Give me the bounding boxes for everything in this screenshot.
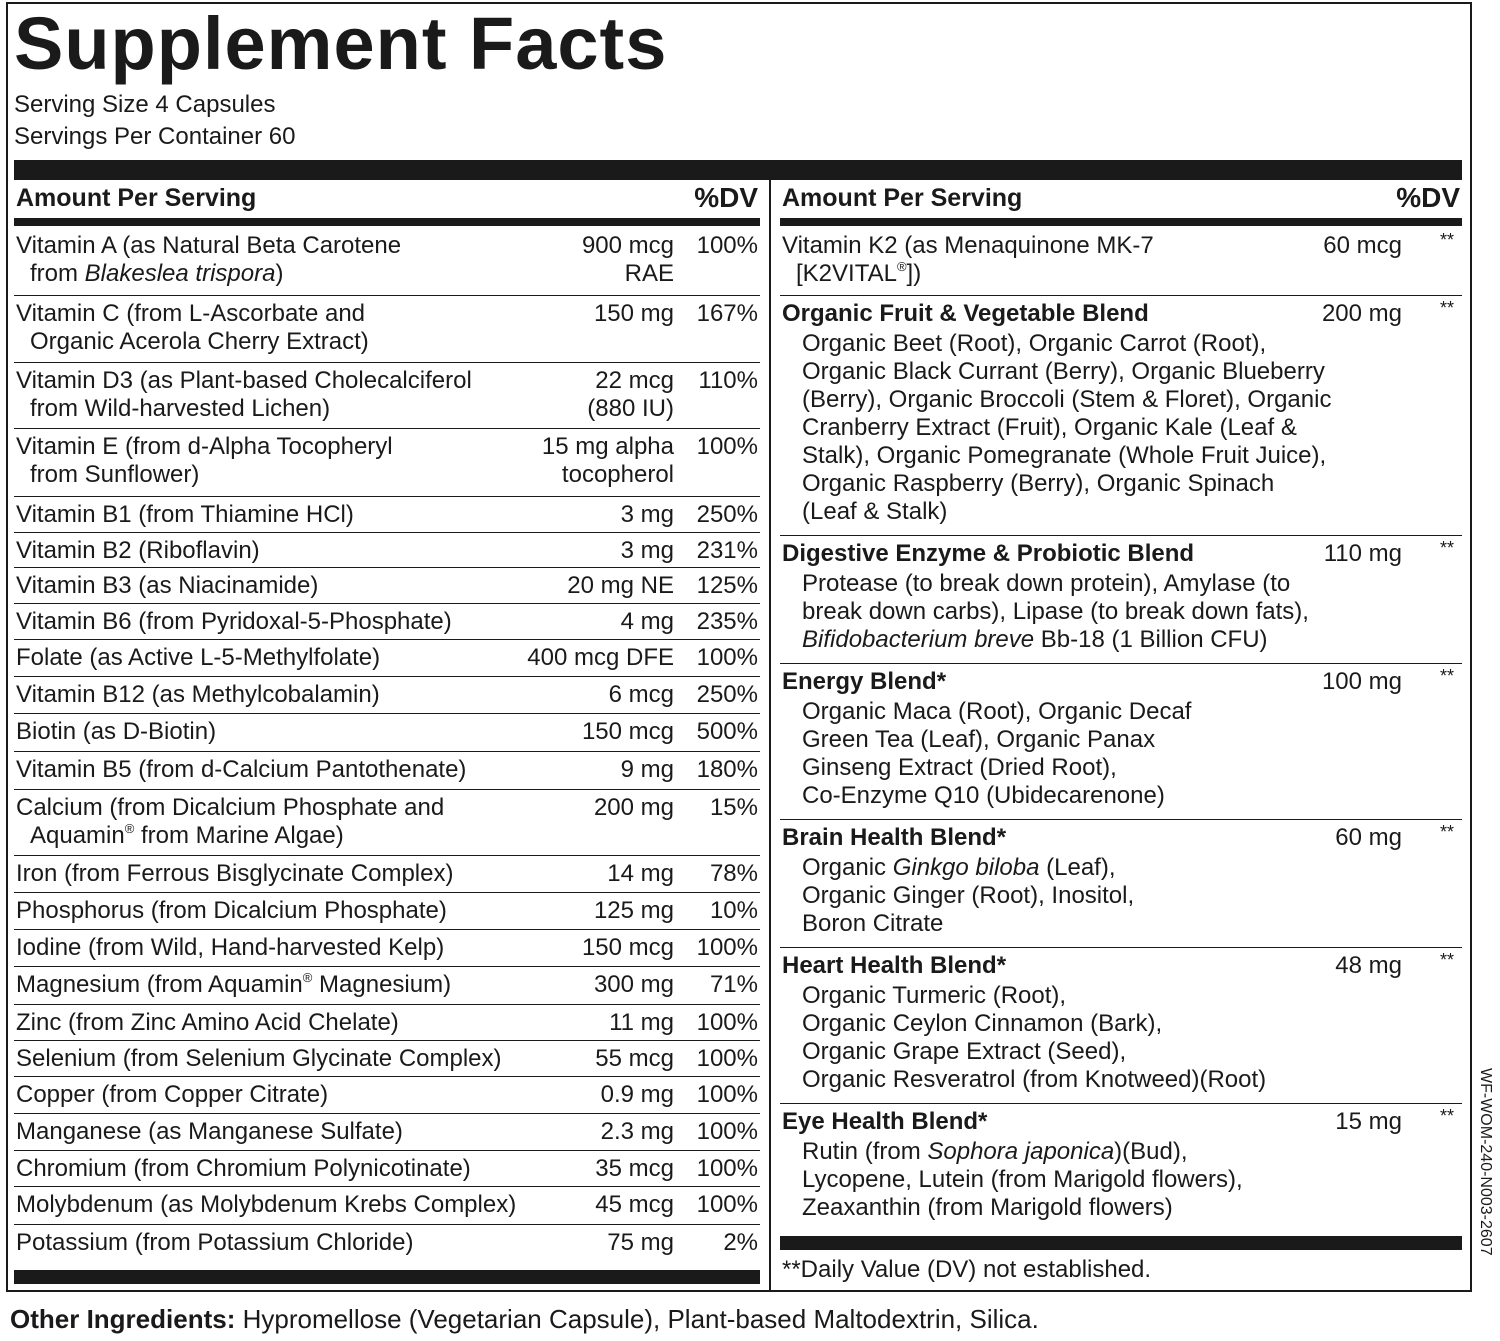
nutrient-row bbox=[14, 604, 760, 640]
blend-ingredients-line: Cranberry Extract (Fruit), Organic Kale (Leaf & bbox=[802, 414, 1297, 441]
nutrient-name bbox=[16, 572, 318, 600]
nutrient-amount-line: (880 IU) bbox=[587, 395, 674, 422]
nutrient-name-line: Vitamin D3 (as Plant-based Cholecalciferol bbox=[16, 367, 472, 394]
nutrient-name-line: Potassium (from Potassium Chloride) bbox=[16, 1229, 414, 1256]
dv-header-label: %DV bbox=[1396, 182, 1460, 213]
nutrient-name bbox=[16, 1118, 403, 1146]
nutrient-amount-line: 15 mg alpha bbox=[541, 433, 674, 460]
nutrient-name-line: Calcium (from Dicalcium Phosphate and bbox=[16, 794, 445, 821]
nutrient-amount bbox=[601, 1118, 674, 1146]
nutrient-source-line bbox=[16, 328, 369, 356]
nutrient-source-line bbox=[16, 822, 444, 850]
nutrient-dv: 500% bbox=[696, 718, 758, 745]
blend-ingredients-line: Green Tea (Leaf), Organic Panax bbox=[802, 726, 1156, 753]
nutrient-amount bbox=[595, 1191, 674, 1219]
dv-not-established-mark: ** bbox=[1439, 1106, 1454, 1126]
blend-amount: 15 mg bbox=[1335, 1108, 1402, 1135]
nutrient-name-line: Vitamin B12 (as Methylcobalamin) bbox=[16, 681, 380, 708]
serving-size: Serving Size 4 Capsules bbox=[14, 91, 276, 118]
blend-ingredients-line: Organic Maca (Root), Organic Decaf bbox=[802, 698, 1192, 725]
blend-ingredients-line: (Berry), Organic Broccoli (Stem & Floret), Organic bbox=[802, 386, 1332, 413]
nutrient-row bbox=[14, 228, 760, 296]
blend-ingredients-text: (Leaf), bbox=[1039, 854, 1116, 881]
nutrient-name-line: Copper (from Copper Citrate) bbox=[16, 1081, 329, 1108]
blend-ingredients-line: Ginseng Extract (Dried Root), bbox=[802, 754, 1117, 781]
nutrient-amount-line: 20 mg NE bbox=[567, 572, 674, 599]
nutrient-dv: 15% bbox=[709, 794, 758, 821]
blend-ingredients-line: Organic Beet (Root), Organic Carrot (Root), bbox=[802, 330, 1267, 357]
blend-ingredients-line: (Leaf & Stalk) bbox=[802, 498, 948, 525]
nutrient-name-line: Selenium (from Selenium Glycinate Complex) bbox=[16, 1045, 502, 1072]
nutrient-amount bbox=[607, 1229, 674, 1257]
nutrient-dv: 71% bbox=[709, 971, 758, 998]
other-ingredients-text: Hypromellose (Vegetarian Capsule), Plant-based Maltodextrin, Silica. bbox=[235, 1304, 1039, 1334]
nutrient-name-line: Chromium (from Chromium Polynicotinate) bbox=[16, 1155, 471, 1182]
nutrient-amount bbox=[621, 756, 674, 784]
nutrient-amount-line: 11 mg bbox=[609, 1009, 674, 1036]
nutrient-name-line: Vitamin B3 (as Niacinamide) bbox=[16, 572, 319, 599]
nutrient-amount bbox=[594, 971, 674, 999]
blend-name: Energy Blend* bbox=[782, 668, 947, 695]
nutrient-amount bbox=[595, 1045, 674, 1073]
dv-footnote: **Daily Value (DV) not established. bbox=[782, 1256, 1152, 1283]
nutrient-amount-line: 200 mg bbox=[593, 794, 674, 821]
nutrient-name-line: Iron (from Ferrous Bisglycinate Complex) bbox=[16, 860, 454, 887]
nutrient-source-line: [K2VITAL®]) bbox=[796, 259, 922, 287]
column-divider bbox=[769, 180, 771, 1292]
nutrient-row bbox=[14, 497, 760, 533]
nutrient-name bbox=[16, 644, 380, 672]
nutrient-name-line: Vitamin B6 (from Pyridoxal-5-Phosphate) bbox=[16, 608, 452, 635]
blend-amount: 60 mg bbox=[1335, 824, 1402, 851]
nutrient-row bbox=[14, 893, 760, 930]
blend-ingredients-line: Organic Ginger (Root), Inositol, bbox=[802, 882, 1135, 909]
nutrient-amount-line: 75 mg bbox=[607, 1229, 674, 1256]
nutrient-amount-line: 900 mcg bbox=[581, 232, 674, 259]
nutrient-amount-line: 400 mcg DFE bbox=[527, 644, 674, 671]
blend-ingredients-line: break down carbs), Lipase (to break down fats), bbox=[802, 598, 1309, 625]
blend-ingredients-line: Organic Resveratrol (from Knotweed)(Root) bbox=[802, 1066, 1267, 1093]
nutrient-amount-line: 4 mg bbox=[620, 608, 674, 635]
nutrient-amount bbox=[587, 367, 674, 423]
blend-row bbox=[780, 664, 1462, 820]
nutrient-name bbox=[16, 756, 466, 784]
nutrient-dv: 100% bbox=[696, 232, 758, 259]
nutrient-amount bbox=[595, 1155, 674, 1183]
blend-ingredients-line: Organic Black Currant (Berry), Organic Blueberry bbox=[802, 358, 1325, 385]
nutrient-source-line bbox=[16, 395, 472, 423]
nutrient-dv: 125% bbox=[696, 572, 758, 599]
dv-not-established-mark: ** bbox=[1439, 822, 1454, 842]
nutrient-row bbox=[14, 429, 760, 497]
nutrient-amount bbox=[607, 860, 674, 888]
nutrient-amount bbox=[594, 300, 674, 328]
blend-ingredients-text: Rutin (from bbox=[802, 1138, 928, 1165]
other-ingredients bbox=[10, 1304, 1039, 1335]
blend-amount: 200 mg bbox=[1321, 300, 1402, 327]
blend-ingredients-line bbox=[802, 1138, 1188, 1166]
nutrient-amount bbox=[582, 232, 674, 288]
nutrient-dv: 235% bbox=[696, 608, 758, 635]
nutrient-row bbox=[14, 363, 760, 429]
nutrient-amount bbox=[527, 644, 674, 672]
nutrient-row bbox=[14, 1225, 760, 1259]
nutrient-name bbox=[16, 232, 401, 288]
nutrient-name-line: Vitamin B5 (from d-Calcium Pantothenate) bbox=[16, 756, 467, 783]
nutrient-name-line: Vitamin B1 (from Thiamine HCl) bbox=[16, 501, 354, 528]
blend-amount: 100 mg bbox=[1321, 668, 1402, 695]
amount-per-serving-label: Amount Per Serving bbox=[782, 184, 1023, 212]
nutrient-name-line: Magnesium (from Aquamin® Magnesium) bbox=[16, 970, 452, 998]
nutrient-dv: 110% bbox=[698, 367, 758, 394]
nutrient-row bbox=[14, 1005, 760, 1041]
blend-amount: 110 mg bbox=[1323, 540, 1402, 567]
nutrient-source-text: from Sunflower) bbox=[30, 461, 200, 488]
nutrient-amount bbox=[609, 681, 674, 709]
nutrient-row bbox=[780, 228, 1462, 296]
blend-ingredients-line bbox=[802, 626, 1268, 654]
nutrient-row bbox=[14, 1151, 760, 1187]
nutrient-amount bbox=[594, 794, 674, 822]
nutrient-name-line: Biotin (as D-Biotin) bbox=[16, 718, 217, 745]
nutrient-amount bbox=[601, 1081, 674, 1109]
nutrient-name-line: Manganese (as Manganese Sulfate) bbox=[16, 1118, 403, 1145]
nutrient-name-line: Vitamin E (from d-Alpha Tocopheryl bbox=[16, 433, 393, 460]
nutrient-dv: 100% bbox=[696, 1118, 758, 1145]
nutrient-name bbox=[16, 794, 444, 850]
nutrient-dv: 250% bbox=[696, 501, 758, 528]
left-column bbox=[14, 180, 760, 1290]
nutrient-dv: 100% bbox=[696, 1009, 758, 1036]
nutrient-dv: 100% bbox=[696, 433, 758, 460]
nutrient-row bbox=[14, 677, 760, 714]
nutrient-dv: 100% bbox=[696, 1081, 758, 1108]
nutrient-dv: 100% bbox=[696, 934, 758, 961]
blend-row bbox=[780, 1104, 1462, 1240]
nutrient-name bbox=[16, 1045, 502, 1073]
blend-row bbox=[780, 820, 1462, 948]
blend-ingredients-line: Organic Raspberry (Berry), Organic Spinach bbox=[802, 470, 1275, 497]
blend-ingredients-line: Organic Grape Extract (Seed), bbox=[802, 1038, 1127, 1065]
nutrient-amount-line: 9 mg bbox=[620, 756, 674, 783]
nutrient-source-text: ) bbox=[275, 260, 284, 287]
nutrient-row bbox=[14, 714, 760, 752]
blend-ingredients-text: Bb-18 (1 Billion CFU) bbox=[1034, 626, 1268, 653]
blend-ingredients-italic: Sophora japonica bbox=[927, 1138, 1115, 1165]
nutrient-name bbox=[16, 367, 472, 423]
blend-name: Heart Health Blend* bbox=[782, 952, 1007, 979]
dv-not-established-mark: ** bbox=[1439, 950, 1454, 970]
blend-row bbox=[780, 948, 1462, 1104]
nutrient-source-text: from Wild-harvested Lichen) bbox=[30, 395, 331, 422]
nutrient-dv: 167% bbox=[696, 300, 758, 327]
right-header-rule bbox=[780, 218, 1462, 226]
blend-ingredients-line: Lycopene, Lutein (from Marigold flowers), bbox=[802, 1166, 1243, 1193]
nutrient-amount bbox=[582, 718, 674, 746]
nutrient-name bbox=[16, 718, 216, 746]
nutrient-amount-line: 3 mg bbox=[620, 501, 674, 528]
left-column-header bbox=[14, 180, 760, 216]
nutrient-row bbox=[14, 1187, 760, 1225]
nutrient-name-line: Vitamin B2 (Riboflavin) bbox=[16, 537, 260, 564]
nutrient-amount-line: 3 mg bbox=[620, 537, 674, 564]
nutrient-amount-line: 150 mcg bbox=[581, 718, 674, 745]
nutrient-amount-line: 6 mcg bbox=[608, 681, 674, 708]
nutrient-dv: 231% bbox=[696, 537, 758, 564]
right-column bbox=[780, 180, 1462, 1290]
nutrient-row bbox=[14, 296, 760, 363]
dv-header-label: %DV bbox=[694, 182, 758, 213]
nutrient-amount bbox=[621, 608, 674, 636]
nutrient-amount-line: 35 mcg bbox=[595, 1155, 674, 1182]
nutrient-name-line: Vitamin K2 (as Menaquinone MK-7 bbox=[782, 232, 1154, 259]
nutrient-row bbox=[14, 640, 760, 677]
blend-ingredients-text: )(Bud), bbox=[1114, 1138, 1188, 1165]
nutrient-name-line: Iodine (from Wild, Hand-harvested Kelp) bbox=[16, 934, 445, 961]
blend-ingredients-line: Zeaxanthin (from Marigold flowers) bbox=[802, 1194, 1173, 1221]
nutrient-amount-line: 300 mg bbox=[593, 971, 674, 998]
blend-row bbox=[780, 296, 1462, 536]
nutrient-name-line: Molybdenum (as Molybdenum Krebs Complex) bbox=[16, 1191, 517, 1218]
nutrient-name bbox=[782, 232, 1154, 288]
nutrient-amount bbox=[621, 537, 674, 565]
nutrient-row bbox=[14, 856, 760, 893]
nutrient-name bbox=[16, 1155, 471, 1183]
nutrient-row bbox=[14, 1077, 760, 1114]
nutrient-row bbox=[14, 930, 760, 967]
nutrient-amount-line: RAE bbox=[624, 260, 674, 287]
nutrient-name bbox=[16, 537, 260, 565]
nutrient-dv: 100% bbox=[696, 644, 758, 671]
nutrient-source-text: Aquamin® from Marine Algae) bbox=[30, 821, 344, 849]
other-ingredients-label: Other Ingredients: bbox=[10, 1304, 236, 1334]
nutrient-source-italic: Blakeslea trispora bbox=[84, 260, 276, 287]
blend-name: Eye Health Blend* bbox=[782, 1108, 988, 1135]
nutrient-row bbox=[14, 752, 760, 790]
blend-ingredients-line: Protease (to break down protein), Amylase (to bbox=[802, 570, 1291, 597]
right-bottom-thick-rule bbox=[780, 1236, 1462, 1250]
nutrient-amount bbox=[542, 433, 674, 489]
blend-ingredients-line: Co-Enzyme Q10 (Ubidecarenone) bbox=[802, 782, 1165, 809]
nutrient-name bbox=[16, 433, 393, 489]
nutrient-name bbox=[16, 608, 452, 636]
nutrient-row bbox=[14, 790, 760, 856]
nutrient-row bbox=[14, 967, 760, 1005]
nutrient-amount bbox=[609, 1009, 674, 1037]
dv-not-established-mark: ** bbox=[1439, 538, 1454, 558]
nutrient-dv: 100% bbox=[696, 1155, 758, 1182]
nutrient-dv: 78% bbox=[709, 860, 758, 887]
blend-ingredients-line: Boron Citrate bbox=[802, 910, 944, 937]
blend-ingredients-line: Organic Turmeric (Root), bbox=[802, 982, 1067, 1009]
nutrient-row bbox=[14, 1114, 760, 1151]
nutrient-dv: 100% bbox=[696, 1045, 758, 1072]
amount-per-serving-label: Amount Per Serving bbox=[16, 184, 257, 212]
nutrient-name bbox=[16, 1191, 516, 1219]
nutrient-row bbox=[14, 568, 760, 604]
nutrient-amount-line: 2.3 mg bbox=[600, 1118, 674, 1145]
nutrient-dv: 2% bbox=[723, 1229, 758, 1256]
nutrient-name bbox=[16, 501, 354, 529]
left-header-rule bbox=[14, 218, 760, 226]
blend-name: Brain Health Blend* bbox=[782, 824, 1007, 851]
blend-amount: 60 mcg bbox=[1323, 232, 1402, 259]
blend-amount: 48 mg bbox=[1335, 952, 1402, 979]
nutrient-name-line: Vitamin A (as Natural Beta Carotene bbox=[16, 232, 402, 259]
dv-not-established-mark: ** bbox=[1439, 230, 1454, 250]
nutrient-amount-line: 55 mcg bbox=[595, 1045, 674, 1072]
nutrient-dv: 250% bbox=[696, 681, 758, 708]
nutrient-name bbox=[16, 971, 451, 999]
nutrient-amount bbox=[594, 897, 674, 925]
blend-name: Digestive Enzyme & Probiotic Blend bbox=[782, 540, 1195, 567]
nutrient-dv: 180% bbox=[696, 756, 758, 783]
nutrient-amount-line: 150 mg bbox=[593, 300, 674, 327]
nutrient-amount-line: tocopherol bbox=[561, 461, 674, 488]
dv-not-established-mark: ** bbox=[1439, 298, 1454, 318]
nutrient-amount-line: 0.9 mg bbox=[600, 1081, 674, 1108]
nutrient-name bbox=[16, 1009, 399, 1037]
blend-ingredients-italic: Ginkgo biloba bbox=[892, 854, 1040, 881]
nutrient-name-line: Zinc (from Zinc Amino Acid Chelate) bbox=[16, 1009, 399, 1036]
nutrient-name-line: Phosphorus (from Dicalcium Phosphate) bbox=[16, 897, 447, 924]
nutrient-name bbox=[16, 897, 447, 925]
nutrient-row bbox=[14, 1041, 760, 1077]
nutrient-source-text: Organic Acerola Cherry Extract) bbox=[30, 328, 369, 355]
blend-ingredients-text: Organic bbox=[802, 854, 893, 881]
nutrient-row bbox=[14, 533, 760, 568]
nutrient-amount bbox=[567, 572, 674, 600]
blend-row bbox=[780, 536, 1462, 664]
nutrient-amount-line: 45 mcg bbox=[595, 1191, 674, 1218]
nutrient-amount-line: 125 mg bbox=[593, 897, 674, 924]
servings-per-container: Servings Per Container 60 bbox=[14, 123, 296, 150]
blend-ingredients-italic: Bifidobacterium breve bbox=[802, 626, 1035, 653]
nutrient-amount-line: 150 mcg bbox=[581, 934, 674, 961]
panel-title: Supplement Facts bbox=[14, 2, 668, 85]
nutrient-name-line: Vitamin C (from L-Ascorbate and bbox=[16, 300, 366, 327]
nutrient-source-line bbox=[16, 461, 393, 489]
nutrient-name bbox=[16, 681, 380, 709]
blend-name: Organic Fruit & Vegetable Blend bbox=[782, 300, 1149, 327]
nutrient-amount bbox=[582, 934, 674, 962]
nutrient-source-text: from bbox=[30, 260, 85, 287]
nutrient-amount bbox=[621, 501, 674, 529]
product-code: WF-WOM-240-N003-2607 bbox=[1477, 1068, 1494, 1256]
blend-ingredients-line bbox=[802, 854, 1116, 882]
nutrient-name-line: Folate (as Active L-5-Methylfolate) bbox=[16, 644, 381, 671]
nutrient-source-line bbox=[16, 260, 401, 288]
nutrient-name bbox=[16, 1229, 413, 1257]
nutrient-name bbox=[16, 300, 369, 356]
right-column-header bbox=[780, 180, 1462, 216]
nutrient-name bbox=[16, 934, 444, 962]
nutrient-dv: 100% bbox=[696, 1191, 758, 1218]
left-bottom-thick-rule bbox=[14, 1270, 760, 1284]
nutrient-name bbox=[16, 1081, 328, 1109]
top-thick-rule bbox=[14, 160, 1462, 180]
nutrient-name bbox=[16, 860, 453, 888]
nutrient-amount-line: 14 mg bbox=[607, 860, 674, 887]
nutrient-amount-line: 22 mcg bbox=[595, 367, 674, 394]
blend-ingredients-line: Stalk), Organic Pomegranate (Whole Fruit Juice), bbox=[802, 442, 1327, 469]
nutrient-dv: 10% bbox=[709, 897, 758, 924]
dv-not-established-mark: ** bbox=[1439, 666, 1454, 686]
blend-ingredients-line: Organic Ceylon Cinnamon (Bark), bbox=[802, 1010, 1163, 1037]
